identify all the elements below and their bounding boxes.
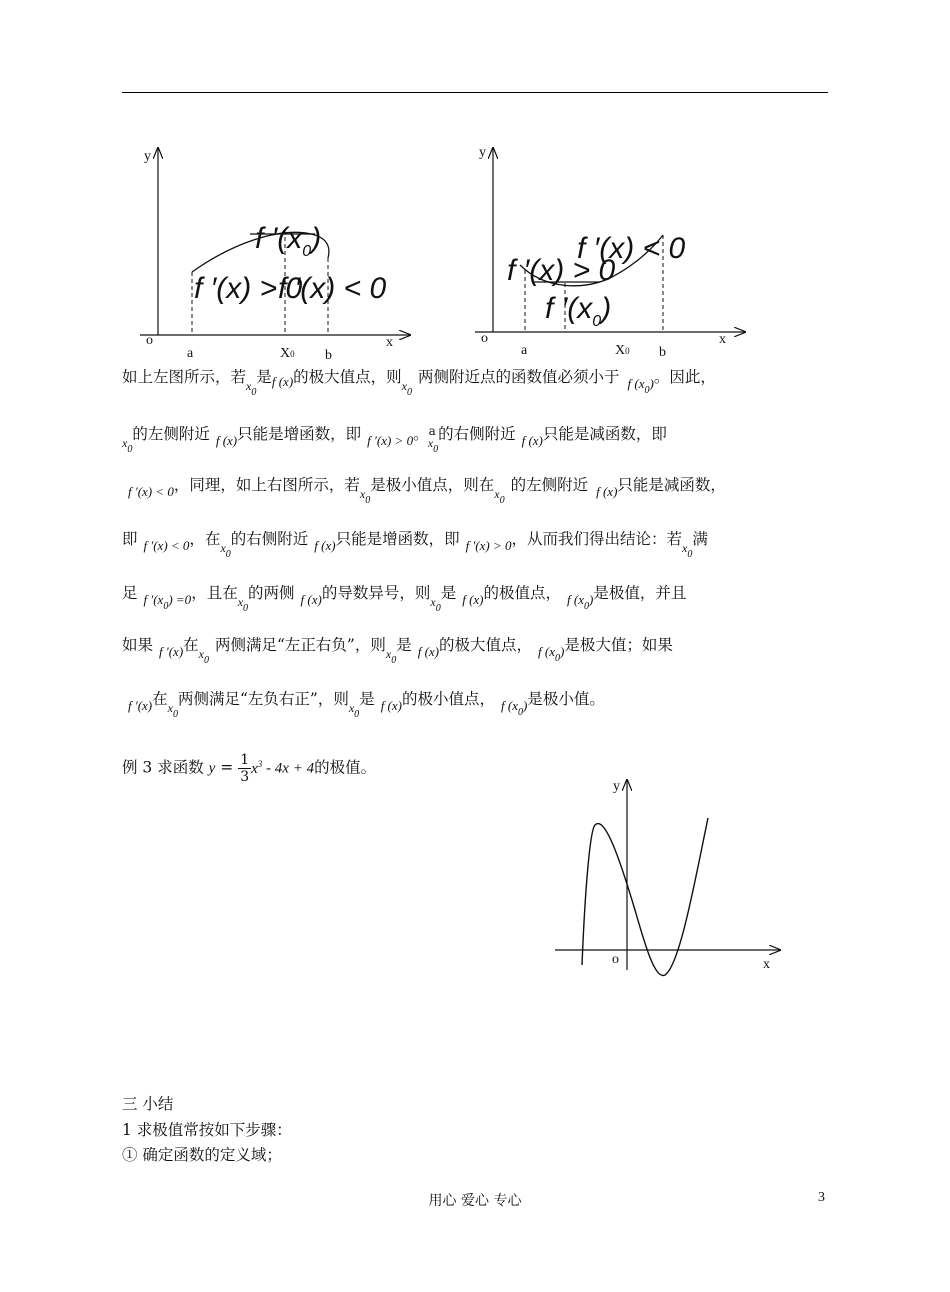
paragraph-line-6 bbox=[122, 634, 828, 672]
text: 足 bbox=[122, 584, 138, 602]
text: 的右侧附近 bbox=[230, 530, 309, 548]
mark-a: a bbox=[428, 424, 436, 438]
footer-text: 用心 爱心 专心 bbox=[428, 1193, 522, 1209]
text: 是 bbox=[256, 368, 272, 386]
math-tail: - 4x + 4 bbox=[262, 760, 315, 777]
step-intro: 1 求极值常按如下步骤： bbox=[122, 1121, 292, 1139]
math-deriv: f ′(x) bbox=[128, 698, 153, 713]
math-x0: x0 bbox=[167, 701, 178, 720]
fraction-num: 1 bbox=[240, 752, 250, 768]
text: 的左侧附近 bbox=[132, 425, 210, 443]
text: 是极大值；如果 bbox=[564, 636, 673, 654]
fprime-positive-label: f ′(x) > 0 bbox=[507, 254, 616, 287]
math-fx: f (x) bbox=[380, 698, 402, 713]
text: 是 bbox=[440, 584, 457, 602]
math-deriv: f ′(x) < 0 bbox=[143, 538, 190, 553]
math-fx: f (x) bbox=[417, 644, 439, 659]
text: ，且在 bbox=[191, 584, 238, 602]
paragraph-line-5 bbox=[122, 582, 828, 620]
origin-label: o bbox=[481, 331, 488, 346]
math-deriv: f ′(x) > 0 bbox=[465, 538, 512, 553]
page-number: 3 bbox=[818, 1190, 825, 1205]
math-fx: f (x) bbox=[215, 433, 238, 448]
math-x0: x0 bbox=[122, 436, 133, 455]
text: 的极值点， bbox=[483, 584, 562, 602]
text: 是 bbox=[396, 636, 412, 654]
b-label: b bbox=[659, 345, 666, 360]
text: 的左侧附近 bbox=[510, 476, 589, 494]
text: 的极值。 bbox=[314, 758, 377, 777]
fraction-den: 3 bbox=[240, 769, 250, 785]
text: 的两侧 bbox=[248, 584, 295, 602]
fprime-x0-label: f $'(x_0)$ bbox=[255, 222, 322, 260]
text: 的极小值点， bbox=[401, 690, 495, 708]
left-figure-svg bbox=[130, 140, 420, 365]
text: 在 bbox=[152, 690, 168, 708]
step-1: ① 确定函数的定义域； bbox=[122, 1146, 282, 1164]
math-fx0: f (x0) bbox=[627, 376, 654, 396]
right-figure-svg bbox=[465, 140, 755, 365]
x-label: x bbox=[386, 335, 393, 350]
y-label: y bbox=[613, 779, 620, 794]
x0-label: X0 bbox=[280, 346, 295, 361]
text: 是极值，并且 bbox=[593, 584, 687, 602]
left-figure bbox=[130, 140, 420, 365]
text: 只能是减函数， bbox=[617, 476, 726, 494]
b-label: b bbox=[325, 348, 332, 363]
math-fx0: f (x0) bbox=[501, 698, 528, 718]
fprime-positive-label: f ′(x) > 0 bbox=[194, 272, 303, 305]
x-label: x bbox=[719, 332, 726, 347]
text: 如上左图所示，若 bbox=[122, 368, 247, 386]
paragraph-line-4 bbox=[122, 528, 828, 566]
math-x0: x0 bbox=[427, 436, 439, 455]
paragraph-line-1 bbox=[122, 366, 828, 404]
math-fx: f (x) bbox=[314, 538, 336, 553]
math-deriv: f ′(x) > 0 bbox=[367, 433, 414, 448]
origin-label: o bbox=[612, 952, 619, 967]
math-x0: x0 bbox=[494, 487, 505, 506]
math-x0: x0 bbox=[430, 595, 441, 614]
math-x0: x0 bbox=[348, 701, 360, 720]
math-x0: x0 bbox=[682, 541, 693, 560]
paragraph-line-7 bbox=[122, 688, 828, 726]
example-label: 例 3 求函数 bbox=[122, 758, 204, 777]
text: 的极大值点， bbox=[439, 636, 533, 654]
math-fx0: f (x0) bbox=[567, 592, 594, 612]
math-x0: x0 bbox=[385, 647, 397, 666]
math-deriv: f ′(x) < 0 bbox=[128, 484, 174, 499]
header-rule bbox=[122, 92, 828, 93]
text: 的右侧附近 bbox=[438, 425, 516, 443]
math-fx: f (x) bbox=[462, 592, 484, 607]
math-y: y bbox=[208, 760, 216, 777]
example-figure-svg bbox=[550, 770, 790, 985]
text: 在 bbox=[183, 636, 199, 654]
y-label: y bbox=[479, 145, 486, 160]
text: 两侧附近点的函数值必须小于 bbox=[418, 368, 620, 386]
text: 只能是增函数，即 bbox=[335, 530, 460, 548]
fprime-negative-label: f ′(x) < 0 bbox=[577, 232, 686, 265]
paragraph-line-2 bbox=[122, 420, 828, 461]
text: 两侧满足“左负右正”，则 bbox=[177, 690, 349, 708]
math-fx: f (x) bbox=[271, 374, 294, 389]
math-fx0: f (x0) bbox=[538, 644, 565, 664]
math-deriv-x0: f ′(x0) =0 bbox=[143, 592, 192, 612]
math-deriv: f ′(x) bbox=[159, 644, 184, 659]
fprime-x0-label: f $'(x_0)$ bbox=[545, 292, 612, 330]
math-fx: f (x) bbox=[300, 592, 322, 607]
text: 的导数异号，则 bbox=[321, 584, 431, 602]
y-label: y bbox=[144, 149, 151, 164]
math-x0: x0 bbox=[359, 487, 371, 506]
text: 只能是减函数，即 bbox=[542, 425, 667, 443]
origin-label: o bbox=[146, 333, 153, 348]
math-x0: x0 bbox=[237, 595, 249, 614]
text: 是极小值点，则在 bbox=[370, 476, 495, 494]
text: ，在 bbox=[189, 530, 221, 548]
text: ，从而我们得出结论：若 bbox=[511, 530, 683, 548]
text: 两侧满足“左正右负”，则 bbox=[215, 636, 386, 654]
text: 。因此， bbox=[653, 368, 716, 386]
x0-label: X0 bbox=[615, 343, 630, 358]
text: 即 bbox=[122, 530, 138, 548]
fprime-negative-label: f ′(x) < 0 bbox=[278, 272, 387, 305]
math-x0: x0 bbox=[401, 379, 412, 398]
text: 只能是增函数，即 bbox=[237, 425, 362, 443]
paragraph-line-3 bbox=[122, 474, 828, 512]
summary-title: 三 小结 bbox=[122, 1095, 174, 1113]
math-fx: f (x) bbox=[521, 433, 543, 448]
math-eq: = bbox=[220, 758, 234, 777]
text: 是 bbox=[359, 690, 375, 708]
math-x0: x0 bbox=[246, 379, 257, 398]
math-x-cubed: $x^3$ bbox=[251, 758, 263, 777]
text: 。 bbox=[413, 425, 429, 443]
cubic-curve bbox=[582, 818, 708, 975]
text: 如果 bbox=[122, 636, 154, 654]
math-fx: f (x) bbox=[596, 484, 618, 499]
fraction bbox=[238, 752, 251, 785]
text: 的极大值点，则 bbox=[293, 368, 402, 386]
a-label: a bbox=[187, 346, 194, 361]
text: ，同理，如上右图所示，若 bbox=[173, 476, 360, 494]
a-label: a bbox=[521, 343, 528, 358]
example-figure bbox=[550, 770, 790, 985]
x-label: x bbox=[763, 957, 770, 972]
math-x0: x0 bbox=[220, 541, 231, 560]
text: 满 bbox=[692, 530, 708, 548]
text: 是极小值。 bbox=[527, 690, 605, 708]
math-x0: x0 bbox=[198, 647, 209, 666]
right-figure bbox=[465, 140, 755, 365]
